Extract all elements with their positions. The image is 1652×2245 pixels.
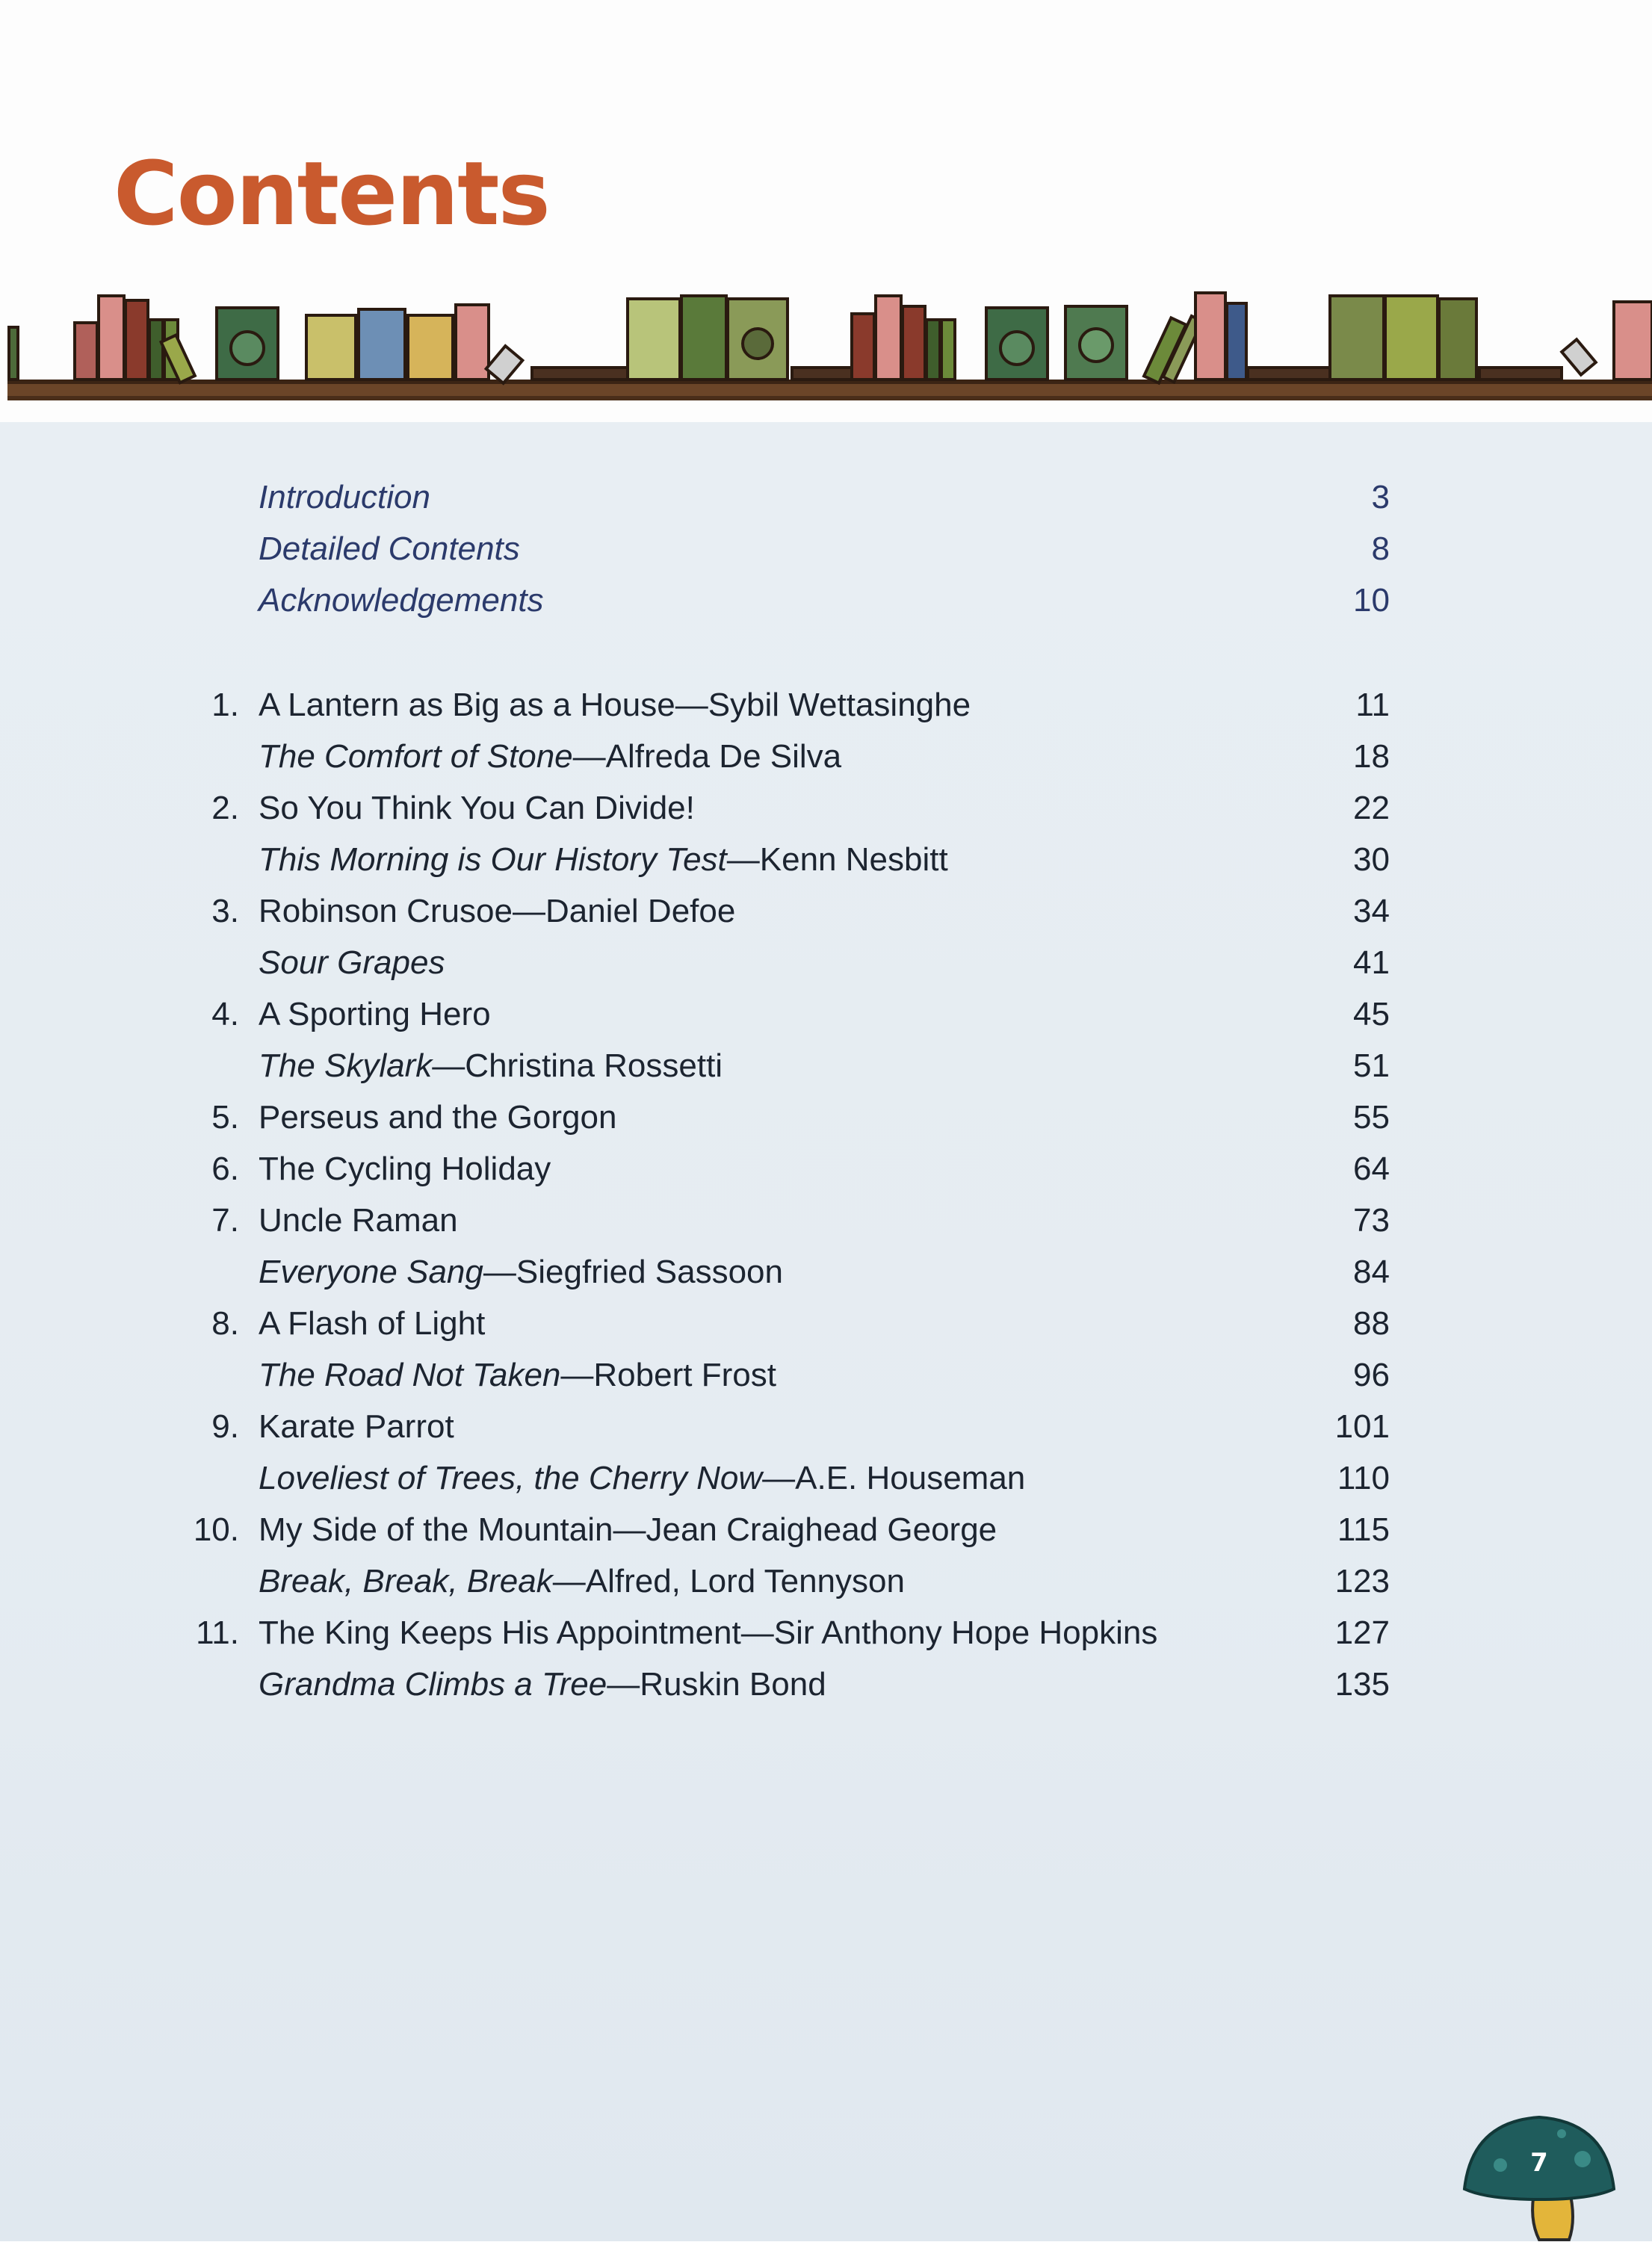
entry-title: Grandma Climbs a Tree	[259, 1666, 607, 1703]
toc-entry-row	[0, 1558, 1652, 1605]
toc-entry-row	[0, 1661, 1652, 1709]
toc-entry-row	[0, 1248, 1652, 1296]
toc-entry	[259, 1558, 905, 1605]
toc-entry	[259, 1300, 485, 1348]
toc-entry-row	[0, 888, 1652, 935]
entry-author: —Daniel Defoe	[512, 893, 736, 929]
toc-page-number: 41	[1353, 944, 1390, 981]
entry-title: The Comfort of Stone	[259, 738, 573, 775]
chapter-number: 5.	[211, 1099, 239, 1136]
page-title: Contents	[114, 142, 549, 245]
toc-entry	[259, 1145, 551, 1193]
toc-page-number: 51	[1353, 1047, 1390, 1084]
entry-author: —A.E. Houseman	[762, 1460, 1026, 1496]
entry-title: Karate Parrot	[259, 1408, 454, 1445]
entry-title: The Skylark	[259, 1047, 433, 1084]
toc-prelim-title: Acknowledgements	[259, 582, 544, 619]
entry-title: This Morning is Our History Test	[259, 841, 727, 878]
toc-entry-row	[0, 1351, 1652, 1399]
toc-entry	[259, 1094, 616, 1142]
toc-entry	[259, 681, 971, 729]
toc-entry	[259, 939, 445, 987]
entry-author: —Ruskin Bond	[607, 1666, 826, 1703]
toc-entry-row	[0, 784, 1652, 832]
toc-page-number: 110	[1337, 1460, 1390, 1496]
toc-page-number: 64	[1353, 1151, 1390, 1187]
toc-entry	[259, 784, 695, 832]
chapter-number: 10.	[193, 1511, 239, 1548]
toc-page-number: 96	[1353, 1357, 1390, 1393]
entry-title: So You Think You Can Divide!	[259, 790, 695, 826]
toc-entry	[259, 991, 491, 1038]
chapter-number: 4.	[211, 996, 239, 1032]
toc-page-number: 127	[1334, 1614, 1390, 1651]
entry-title: The King Keeps His Appointment	[259, 1614, 741, 1651]
toc-page-number: 18	[1353, 738, 1390, 775]
entry-title: Everyone Sang	[259, 1254, 483, 1290]
toc-page-number: 135	[1334, 1666, 1390, 1703]
entry-title: A Sporting Hero	[259, 996, 491, 1032]
toc-page-number: 22	[1353, 790, 1390, 826]
toc-prelim-row	[0, 577, 1652, 625]
toc-entry-row	[0, 1506, 1652, 1554]
entry-author: —Jean Craighead George	[613, 1511, 997, 1548]
toc-entry-row	[0, 733, 1652, 781]
entry-author: —Sybil Wettasinghe	[675, 687, 971, 723]
entry-author: —Alfreda De Silva	[572, 738, 842, 775]
entry-title: Perseus and the Gorgon	[259, 1099, 617, 1136]
toc-page-number: 10	[1353, 582, 1390, 619]
toc-page-number: 3	[1371, 479, 1390, 515]
entry-title: A Lantern as Big as a House	[259, 687, 675, 723]
toc-entry-row	[0, 1609, 1652, 1657]
toc-entry-row	[0, 1197, 1652, 1245]
toc-entry-row	[0, 1145, 1652, 1193]
toc-prelim-row	[0, 525, 1652, 573]
toc-entry	[259, 1042, 723, 1090]
toc-entry	[259, 1455, 1025, 1502]
toc-page-number: 88	[1353, 1305, 1390, 1342]
toc-page-number: 8	[1371, 530, 1390, 567]
toc-entry	[259, 1248, 783, 1296]
toc-page-number: 30	[1353, 841, 1390, 878]
toc-entry	[259, 1351, 776, 1399]
toc-entry	[259, 733, 841, 781]
entry-title: The Cycling Holiday	[259, 1151, 551, 1187]
entry-title: Break, Break, Break	[259, 1563, 553, 1600]
entry-author: —Robert Frost	[560, 1357, 776, 1393]
chapter-number: 1.	[211, 687, 239, 723]
toc-entry-row	[0, 1042, 1652, 1090]
entry-title: Sour Grapes	[259, 944, 445, 981]
chapter-number: 9.	[211, 1408, 239, 1445]
entry-author: —Alfred, Lord Tennyson	[552, 1563, 905, 1600]
toc-page-number: 101	[1334, 1408, 1390, 1445]
toc-entry	[259, 836, 948, 884]
bookshelf-illustration	[0, 290, 1652, 424]
entry-author: —Siegfried Sassoon	[483, 1254, 783, 1290]
toc-entry-row	[0, 1403, 1652, 1451]
entry-title: My Side of the Mountain	[259, 1511, 613, 1548]
chapter-number: 2.	[211, 790, 239, 826]
toc-entry-row	[0, 1300, 1652, 1348]
entry-title: Uncle Raman	[259, 1202, 458, 1239]
chapter-number: 11.	[196, 1614, 239, 1651]
toc-page-number: 115	[1337, 1511, 1390, 1548]
entry-author: —Christina Rossetti	[432, 1047, 723, 1084]
toc-page-number: 55	[1353, 1099, 1390, 1136]
toc-page-number: 73	[1353, 1202, 1390, 1239]
chapter-number: 8.	[211, 1305, 239, 1342]
toc-page-number: 45	[1353, 996, 1390, 1032]
toc-entry	[259, 888, 735, 935]
toc-entry-row	[0, 836, 1652, 884]
entry-author: —Sir Anthony Hope Hopkins	[740, 1614, 1158, 1651]
toc-entry-row	[0, 991, 1652, 1038]
toc-prelim-row	[0, 474, 1652, 521]
toc-entry	[259, 1403, 454, 1451]
toc-entry-row	[0, 1455, 1652, 1502]
toc-page-number: 84	[1353, 1254, 1390, 1290]
toc-entry-row	[0, 681, 1652, 729]
toc-page-number: 11	[1355, 687, 1390, 723]
chapter-number: 7.	[211, 1202, 239, 1239]
entry-title: A Flash of Light	[259, 1305, 486, 1342]
toc-page-number: 123	[1334, 1563, 1390, 1600]
chapter-number: 3.	[211, 893, 239, 929]
toc-entry-row	[0, 1094, 1652, 1142]
toc-prelim-title: Detailed Contents	[259, 530, 520, 567]
toc-entry	[259, 1609, 1157, 1657]
chapter-number: 6.	[211, 1151, 239, 1187]
entry-title: Robinson Crusoe	[259, 893, 513, 929]
toc-page-number: 34	[1353, 893, 1390, 929]
page-number-folio: 7	[1530, 2148, 1548, 2178]
entry-title: The Road Not Taken	[259, 1357, 561, 1393]
entry-title: Loveliest of Trees, the Cherry Now	[259, 1460, 763, 1496]
mushroom-page-marker	[1457, 2107, 1621, 2245]
toc-entry	[259, 1661, 826, 1709]
toc-entry	[259, 1197, 458, 1245]
toc-entry-row	[0, 939, 1652, 987]
entry-author: —Kenn Nesbitt	[726, 841, 948, 878]
toc-entry	[259, 1506, 997, 1554]
toc-prelim-title: Introduction	[259, 479, 430, 515]
